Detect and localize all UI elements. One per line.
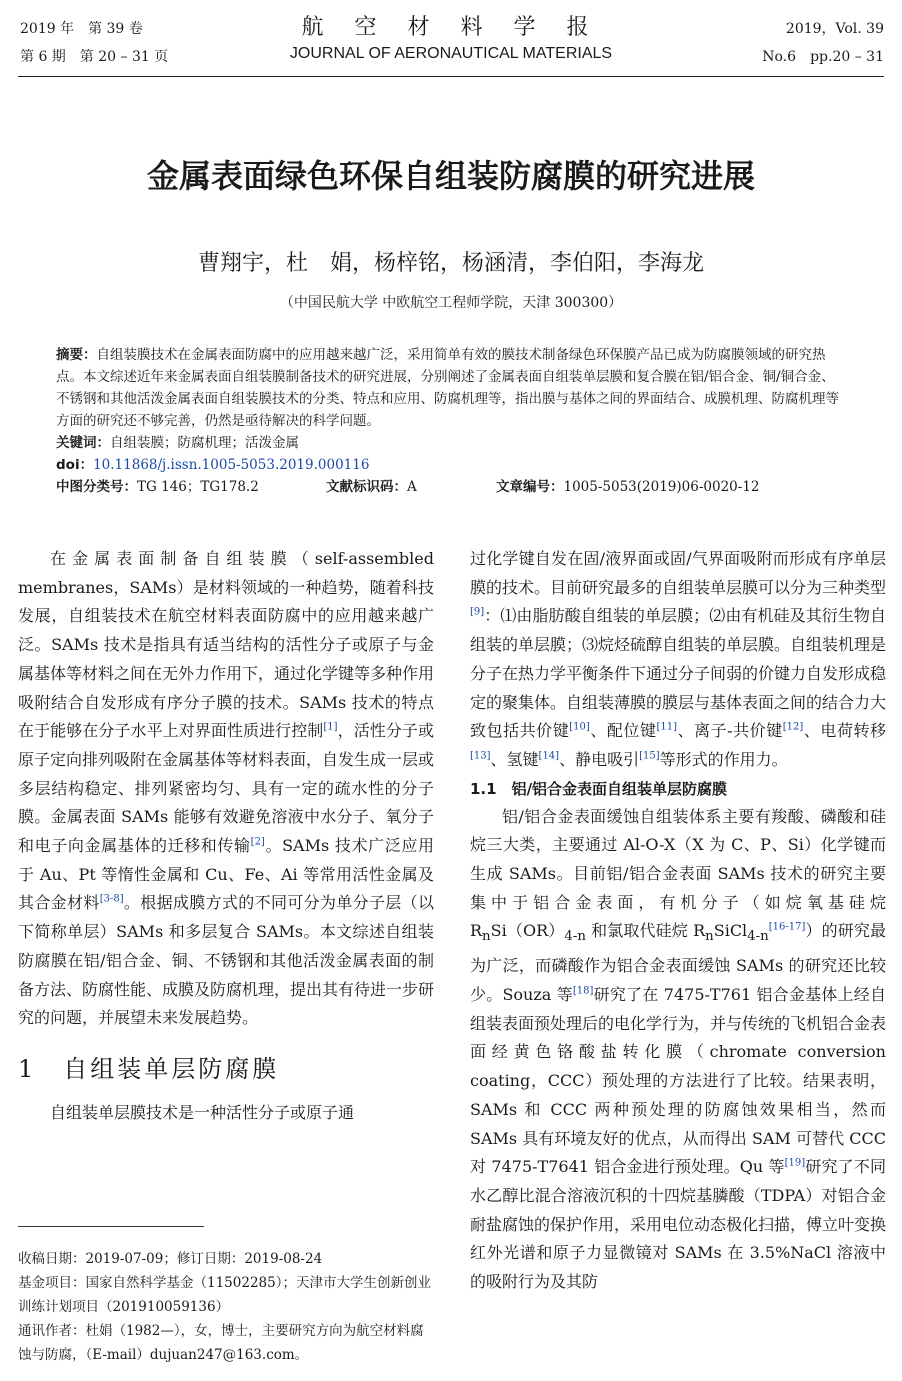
- left-column: [18, 545, 434, 1128]
- abstract: [56, 344, 848, 432]
- header-no-pages-en: No.6 pp.20 – 31: [762, 49, 884, 65]
- text-run: 、氢键: [490, 749, 539, 769]
- text-run: 研究了在 7475-T761 铝合金基体上经自组装表面预处理后的电化学行为，并与传统的飞机铝合金表面经黄色铬酸盐转化膜（chromate conversion coating，CCC）预处理的方法进行了比较。结果表明，SAMs 和 CCC 两种预处理的防腐蚀效果相当，然而 SAMs 具有环境友好的优点，从而得出 SAM 可替代 CCC 对 7475-T7641 铝合金进行预处理。Qu 等: [470, 985, 887, 1177]
- text-run: 铝/铝合金表面缓蚀自组装体系主要有羧酸、磷酸和硅烷三大类，主要通过 Al-O-X（X 为 C、P、Si）化学键而生成 SAMs。目前铝/铝合金表面 SAMs 技术的研究主要集中于铝合金表面，有机分子（如烷氧基硅烷 R: [470, 806, 886, 941]
- corresponding-author: 通讯作者：杜娟（1982—），女，博士，主要研究方向为航空材料腐蚀与防腐，（E-mail）dujuan247@163.com。: [18, 1323, 424, 1363]
- article-number: [496, 476, 760, 498]
- doi-label: doi：: [56, 457, 94, 473]
- doc-code: [326, 476, 496, 498]
- citation[interactable]: [19]: [784, 1157, 806, 1169]
- paper-title: 金属表面绿色环保自组装防腐膜的研究进展: [146, 157, 755, 195]
- text-run: 、离子-共价键: [677, 721, 783, 741]
- abstract-text: 自组装膜技术在金属表面防腐中的应用越来越广泛，采用简单有效的膜技术制备绿色环保膜产品已成为防腐膜领域的研究热点。本文综述近年来金属表面自组装膜制备技术的研究进展，分别阐述了金属表面自组装单层膜和复合膜在铝/铝合金、铜/铜合金、不锈钢和其他活泼金属表面自组装膜技术的分类、特点和应用、防腐机理等，指出膜与基体之间的界面结合、成膜机理、防腐机理等方面的研究还不够完善，仍然是亟待解决的科学问题。: [56, 347, 839, 429]
- text-run: 和氯取代硅烷 R: [585, 921, 706, 941]
- abstract-label: 摘要：: [56, 347, 97, 363]
- footnotes: [18, 1247, 436, 1367]
- clc-number: [56, 476, 326, 498]
- text-run: ：⑴由脂肪酸自组装的单层膜；⑵由有机硅及其衍生物自组装的单层膜；⑶烷烃硫醇自组装的单层膜。自组装机理是分子在热力学平衡条件下通过分子间弱的价键力自发形成稳定的聚集体。自组装薄膜的膜层与基体表面之间的结合力大致包括共价键: [470, 606, 887, 741]
- header-year-volume: 2019 年 第 39 卷: [20, 21, 143, 37]
- section-heading-1: 1 自组装单层防腐膜: [18, 1054, 280, 1083]
- clc-value: TG 146；TG178.2: [137, 479, 259, 495]
- citation[interactable]: [3-8]: [99, 894, 124, 906]
- citation[interactable]: [11]: [656, 721, 678, 733]
- text-run: 过化学键自发在固/液界面或固/气界面吸附而形成有序单层膜的技术。目前研究最多的自组装单层膜可以分为三种类型: [470, 549, 887, 597]
- journal-name-en: JOURNAL OF AERONAUTICAL MATERIALS: [289, 45, 613, 62]
- funding: 基金项目：国家自然科学基金（11502285）；天津市大学生创新创业训练计划项目（201910059136）: [18, 1275, 431, 1315]
- doc-code-label: 文献标识码：: [326, 479, 407, 495]
- running-header: [0, 0, 902, 80]
- citation[interactable]: [12]: [782, 721, 804, 733]
- citation[interactable]: [2]: [250, 836, 265, 848]
- right-column: [470, 545, 886, 1297]
- text-run: 、配位键: [589, 721, 657, 741]
- classification-row: [56, 476, 848, 498]
- citation[interactable]: [10]: [569, 721, 590, 733]
- article-number-value: 1005-5053(2019)06-0020-12: [563, 479, 760, 495]
- text-run: ）的研究最为广泛，而磷酸作为铝合金表面缓蚀 SAMs 的研究还比较少。Souza 等: [470, 921, 886, 1005]
- doc-code-value: A: [407, 479, 417, 495]
- header-year-vol-en: 2019，Vol. 39: [785, 21, 884, 37]
- subscript: n: [482, 929, 491, 945]
- text-run: 、静电吸引: [559, 749, 640, 769]
- citation[interactable]: [14]: [538, 750, 560, 762]
- citation[interactable]: [13]: [470, 750, 491, 762]
- text-run: 。根据成膜方式的不同可分为单分子层（以下简称单层）SAMs 和多层复合 SAMs。本文综述自组装防腐膜在铝/铝合金、铜、不锈钢和其他活泼金属表面的制备方法、防腐性能、成膜及防腐机理，提出其有待进一步研究的问题，并展望未来发展趋势。: [18, 893, 435, 1028]
- text-run: 、电荷转移: [803, 721, 886, 741]
- clc-label: 中图分类号：: [56, 479, 137, 495]
- text-run: 研究了不同水乙醇比混合溶液沉积的十四烷基膦酸（TDPA）对铝合金耐盐腐蚀的保护作用，采用电位动态极化扫描，傅立叶变换红外光谱和原子力显微镜对 SAMs 在 3.5%NaCl 溶液中的吸附行为及其防: [470, 1157, 887, 1292]
- keywords-text: 自组装膜；防腐机理；活泼金属: [110, 435, 299, 451]
- abstract-block: [56, 344, 848, 498]
- header-right: [762, 20, 884, 66]
- text-run: ，活性分子或原子定向排列吸附在金属基体等材料表面，自发生成一层或多层结构稳定、排列紧密均匀、具有一定的疏水性的分子膜。金属表面 SAMs 能够有效避免溶液中水分子、氧分子和电子向金属基体的迁移和传输: [18, 721, 435, 856]
- section1-paragraph: 自组装单层膜技术是一种活性分子或原子通: [50, 1102, 355, 1122]
- doi: [56, 454, 848, 476]
- text-run: 在金属表面制备自组装膜（self-assembled membranes，SAMs）是材料领域的一种趋势，随着科技发展，自组装技术在航空材料表面防腐中的应用越来越广泛。SAMs 技术是指具有适当结构的活性分子或原子与金属基体等材料之间在无外力作用下，通过化学键等多种作用吸附结合自发形成有序分子膜的技术。SAMs 技术的特点在于能够在分子水平上对界面性质进行控制: [18, 549, 435, 741]
- text-run: 等形式的作用力。: [659, 749, 788, 769]
- citation[interactable]: [15]: [639, 750, 660, 762]
- continued-paragraph: [470, 545, 886, 775]
- subscript: 4-n: [564, 929, 586, 945]
- citation[interactable]: [18]: [572, 985, 594, 997]
- text-run: Si（OR）: [490, 921, 565, 941]
- keywords: [56, 432, 848, 454]
- author-list: 曹翔宇，杜 娟，杨梓铭，杨涵清，李伯阳，李海龙: [197, 251, 704, 276]
- intro-paragraph: [18, 545, 434, 1033]
- text-run: 。SAMs 技术广泛应用于 Au、Pt 等惰性金属和 Cu、Fe、Ai 等常用活性金属及其合金材料: [18, 836, 434, 913]
- subscript: n: [705, 929, 714, 945]
- received-dates: 收稿日期：2019-07-09；修订日期：2019-08-24: [18, 1251, 323, 1267]
- header-divider: [18, 76, 884, 77]
- footnote-divider: [18, 1226, 204, 1227]
- citation[interactable]: [16-17]: [768, 922, 806, 934]
- section1-1-paragraph: [470, 803, 886, 1297]
- keywords-label: 关键词：: [56, 435, 110, 451]
- citation[interactable]: [1]: [323, 721, 338, 733]
- header-issue-pages: 第 6 期 第 20 – 31 页: [20, 49, 169, 65]
- subscript: 4-n: [747, 929, 769, 945]
- section-heading-1-1: 1.1 铝/铝合金表面自组装单层防腐膜: [470, 779, 728, 798]
- citation[interactable]: [9]: [470, 607, 485, 619]
- article-number-label: 文章编号：: [496, 479, 564, 495]
- affiliation: （中国民航大学 中欧航空工程师学院，天津 300300）: [279, 295, 623, 311]
- doi-link[interactable]: 10.11868/j.issn.1005-5053.2019.000116: [93, 457, 370, 473]
- journal-name-cn: 航 空 材 料 学 报: [301, 15, 601, 40]
- text-run: SiCl: [713, 921, 748, 941]
